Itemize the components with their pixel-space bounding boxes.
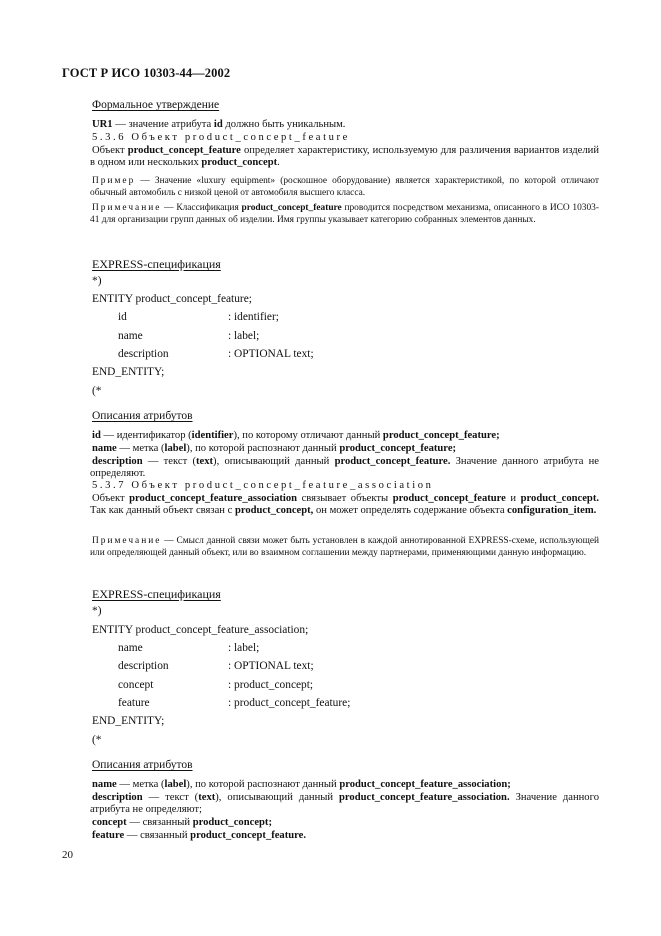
attr-name: feature [118,697,150,709]
end-entity-2: END_ENTITY; [92,715,165,727]
attr2-desc-description: description — текст (text), описывающий данный product_concept_feature_association. Значение данного атрибута не определяют; [90,792,599,816]
attr-type: : label; [228,330,260,342]
end-entity-1: END_ENTITY; [92,366,165,378]
example-note: Пример — Значение «luxury equipment» (роскошное оборудование) является характеристикой, по которой отличают обычный автомобиль с низкой ценой от автомобиля высшего класса. [90,176,599,198]
attribute-descriptions-heading-1: Описания атрибутов [92,410,193,422]
attr-type: : product_concept; [228,679,314,691]
attr-desc-id: id — идентификатор (identifier), по которому отличают данный product_concept_feature; [92,430,500,441]
attr-desc-name: name — метка (label), по которой распознают данный product_concept_feature; [92,443,457,454]
association-note: Примечание — Смысл данной связи может быть установлен в каждой аннотированной EXPRESS-схеме, использующей или определяющей данный объект, или во взаимном соглашении между партнерами, применяющими данную информацию. [90,536,599,558]
attr-name: description [118,348,169,360]
attr2-desc-name: name — метка (label), по которой распознают данный product_concept_feature_association; [92,779,511,790]
attribute-descriptions-heading-2: Описания атрибутов [92,759,193,771]
section-536-title: 5.3.6 Объект product_concept_feature [92,132,350,143]
formal-proposition-heading: Формальное утверждение [92,99,220,111]
attr-name: name [118,642,143,654]
attr-type: : label; [228,642,260,654]
attr2-desc-feature: feature — связанный product_concept_feature. [92,830,306,841]
entity-declaration-2: ENTITY product_concept_feature_association; [92,624,309,636]
rule-ur1: UR1 — значение атрибута id должно быть уникальным. [92,119,346,130]
express-close-1: (* [92,385,102,397]
express-close-2: (* [92,734,102,746]
page-number: 20 [62,849,73,861]
express-open-1: *) [92,275,102,287]
express-spec-heading-2: EXPRESS-спецификация [92,587,221,601]
attr-type: : identifier; [228,311,279,323]
section-537-title: 5.3.7 Объект product_concept_feature_association [92,480,434,491]
section-537-paragraph: Объект product_concept_feature_association связывает объекты product_concept_feature и product_concept. Так как данный объект связан с product_concept, он может определять содержание объекта configuration_item. [90,493,599,517]
classification-note: Примечание — Классификация product_concept_feature проводится посредством механизма, описанного в ИСО 10303-41 для организации групп данных об изделии. Имя группы указывает категорию собранных элементов данных. [90,203,599,225]
attr2-desc-concept: concept — связанный product_concept; [92,817,272,828]
attr-name: id [118,311,127,323]
attr-type: : OPTIONAL text; [228,660,314,672]
attr-name: concept [118,679,154,691]
attr-name: name [118,330,143,342]
attr-type: : product_concept_feature; [228,697,351,709]
entity-declaration-1: ENTITY product_concept_feature; [92,293,252,305]
attr-name: description [118,660,169,672]
attr-type: : OPTIONAL text; [228,348,314,360]
express-spec-heading-1: EXPRESS-спецификация [92,257,221,271]
section-536-paragraph: Объект product_concept_feature определяет характеристику, используемую для различения вариантов изделий в одном или нескольких product_concept. [90,145,599,169]
standard-header: ГОСТ Р ИСО 10303-44—2002 [62,66,231,80]
attr-desc-description: description — текст (text), описывающий данный product_concept_feature. Значение данного атрибута не определяют. [90,456,599,480]
express-open-2: *) [92,605,102,617]
